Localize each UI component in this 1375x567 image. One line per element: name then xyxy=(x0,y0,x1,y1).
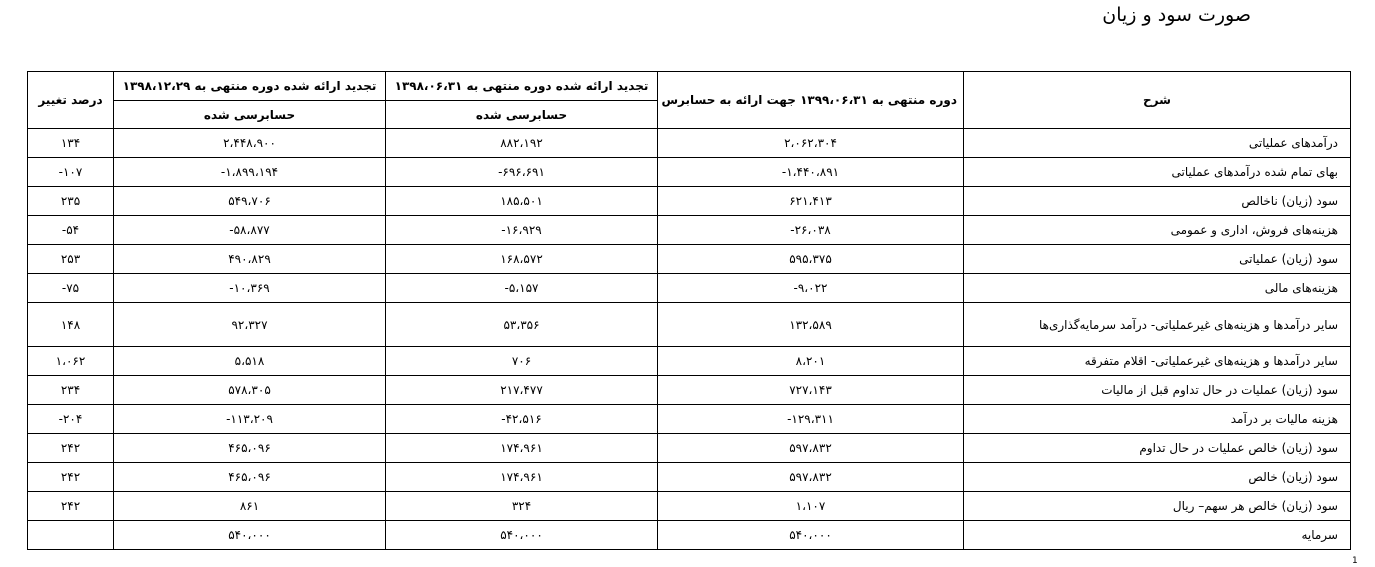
cell-prior-1: ۲۱۷،۴۷۷ xyxy=(386,376,658,405)
cell-prior-1: -۵،۱۵۷ xyxy=(386,274,658,303)
cell-prior-2: ۵۴۹،۷۰۶ xyxy=(114,187,386,216)
table-row xyxy=(28,521,1351,550)
header-row xyxy=(28,72,1351,101)
cell-current: ۵۹۷،۸۳۲ xyxy=(658,434,964,463)
cell-change: ۱۴۸ xyxy=(28,303,114,347)
table-row xyxy=(28,216,1351,245)
cell-current: -۲۶،۰۳۸ xyxy=(658,216,964,245)
table-row xyxy=(28,405,1351,434)
cell-prior-2: -۱۱۳،۲۰۹ xyxy=(114,405,386,434)
cell-prior-2: ۴۹۰،۸۲۹ xyxy=(114,245,386,274)
header-prior-period-1: تجدید ارائه شده دوره منتهی به ۱۳۹۸،۰۶،۳۱ xyxy=(386,72,658,101)
table-body xyxy=(28,129,1351,550)
row-label: سود (زیان) عملیاتی xyxy=(964,245,1351,274)
cell-current: -۱۲۹،۳۱۱ xyxy=(658,405,964,434)
cell-change: ۲۳۴ xyxy=(28,376,114,405)
cell-change: -۱۰۷ xyxy=(28,158,114,187)
row-label: سود (زیان) خالص عملیات در حال تداوم xyxy=(964,434,1351,463)
cell-current: ۵۴۰،۰۰۰ xyxy=(658,521,964,550)
cell-current: ۸،۲۰۱ xyxy=(658,347,964,376)
cell-prior-2: -۱،۸۹۹،۱۹۴ xyxy=(114,158,386,187)
cell-prior-2: -۱۰،۳۶۹ xyxy=(114,274,386,303)
cell-prior-1: ۵۴۰،۰۰۰ xyxy=(386,521,658,550)
cell-change: ۲۴۲ xyxy=(28,434,114,463)
cell-prior-1: ۱۶۸،۵۷۲ xyxy=(386,245,658,274)
cell-prior-2: ۵۷۸،۳۰۵ xyxy=(114,376,386,405)
table-row xyxy=(28,187,1351,216)
cell-change: ۲۳۵ xyxy=(28,187,114,216)
row-label: هزینه‌های فروش، اداری و عمومی xyxy=(964,216,1351,245)
header-current-period: دوره منتهی به ۱۳۹۹،۰۶،۳۱ جهت ارائه به حسابرس xyxy=(658,72,964,129)
cell-change: ۲۴۲ xyxy=(28,492,114,521)
table-row xyxy=(28,274,1351,303)
cell-current: ۶۲۱،۴۱۳ xyxy=(658,187,964,216)
table-row xyxy=(28,245,1351,274)
cell-prior-2: ۹۲،۳۲۷ xyxy=(114,303,386,347)
cell-prior-1: -۱۶،۹۲۹ xyxy=(386,216,658,245)
cell-current: ۱،۱۰۷ xyxy=(658,492,964,521)
row-label: سود (زیان) خالص xyxy=(964,463,1351,492)
cell-prior-1: ۱۷۴،۹۶۱ xyxy=(386,434,658,463)
cell-prior-1: ۳۲۴ xyxy=(386,492,658,521)
cell-change: ۲۵۳ xyxy=(28,245,114,274)
cell-prior-2: ۵،۵۱۸ xyxy=(114,347,386,376)
row-label: هزینه‌های مالی xyxy=(964,274,1351,303)
cell-change: ۱،۰۶۲ xyxy=(28,347,114,376)
cell-prior-1: ۱۸۵،۵۰۱ xyxy=(386,187,658,216)
cell-change: -۷۵ xyxy=(28,274,114,303)
cell-change: ۲۴۲ xyxy=(28,463,114,492)
cell-prior-1: -۴۲،۵۱۶ xyxy=(386,405,658,434)
table-row xyxy=(28,492,1351,521)
header-change-percent: درصد تغییر xyxy=(28,72,114,129)
cell-prior-2: ۴۶۵،۰۹۶ xyxy=(114,434,386,463)
cell-prior-2: -۵۸،۸۷۷ xyxy=(114,216,386,245)
header-prior-period-2-status: حسابرسی شده xyxy=(114,101,386,129)
cell-current: ۵۹۷،۸۳۲ xyxy=(658,463,964,492)
row-label: هزینه مالیات بر درآمد xyxy=(964,405,1351,434)
table-row xyxy=(28,434,1351,463)
row-label: سود (زیان) عملیات در حال تداوم قبل از مالیات xyxy=(964,376,1351,405)
cell-current: ۱۳۲،۵۸۹ xyxy=(658,303,964,347)
row-label: سایر درآمدها و هزینه‌های غیرعملیاتی- اقلام متفرقه xyxy=(964,347,1351,376)
cell-prior-2: ۵۴۰،۰۰۰ xyxy=(114,521,386,550)
cell-current: ۷۲۷،۱۴۳ xyxy=(658,376,964,405)
cell-change xyxy=(28,521,114,550)
table-row xyxy=(28,158,1351,187)
cell-prior-1: ۵۳،۳۵۶ xyxy=(386,303,658,347)
table-row xyxy=(28,303,1351,347)
row-label: سایر درآمدها و هزینه‌های غیرعملیاتی- درآمد سرمایه‌گذاری‌ها xyxy=(964,303,1351,347)
row-label: سود (زیان) خالص هر سهم– ریال xyxy=(964,492,1351,521)
cell-prior-1: ۱۷۴،۹۶۱ xyxy=(386,463,658,492)
corner-mark: 1 xyxy=(1352,556,1358,566)
table-row xyxy=(28,376,1351,405)
cell-current: -۱،۴۴۰،۸۹۱ xyxy=(658,158,964,187)
cell-current: ۵۹۵،۳۷۵ xyxy=(658,245,964,274)
table-row xyxy=(28,347,1351,376)
cell-change: ۱۳۴ xyxy=(28,129,114,158)
row-label: سرمایه xyxy=(964,521,1351,550)
cell-prior-1: ۷۰۶ xyxy=(386,347,658,376)
cell-prior-1: -۶۹۶،۶۹۱ xyxy=(386,158,658,187)
cell-current: ۲،۰۶۲،۳۰۴ xyxy=(658,129,964,158)
cell-change: -۵۴ xyxy=(28,216,114,245)
header-prior-period-2: تجدید ارائه شده دوره منتهی به ۱۳۹۸،۱۲،۲۹ xyxy=(114,72,386,101)
cell-prior-2: ۴۶۵،۰۹۶ xyxy=(114,463,386,492)
income-statement-table xyxy=(27,71,1351,550)
row-label: درآمدهای عملیاتی xyxy=(964,129,1351,158)
cell-current: -۹،۰۲۲ xyxy=(658,274,964,303)
row-label: بهای تمام شده درآمدهای عملیاتی xyxy=(964,158,1351,187)
cell-prior-1: ۸۸۲،۱۹۲ xyxy=(386,129,658,158)
row-label: سود (زیان) ناخالص xyxy=(964,187,1351,216)
cell-prior-2: ۸۶۱ xyxy=(114,492,386,521)
cell-change: -۲۰۴ xyxy=(28,405,114,434)
table-row xyxy=(28,463,1351,492)
page-title: صورت سود و زیان xyxy=(1102,4,1251,26)
table-row xyxy=(28,129,1351,158)
header-prior-period-1-status: حسابرسی شده xyxy=(386,101,658,129)
cell-prior-2: ۲،۴۴۸،۹۰۰ xyxy=(114,129,386,158)
header-description: شرح xyxy=(964,72,1351,129)
